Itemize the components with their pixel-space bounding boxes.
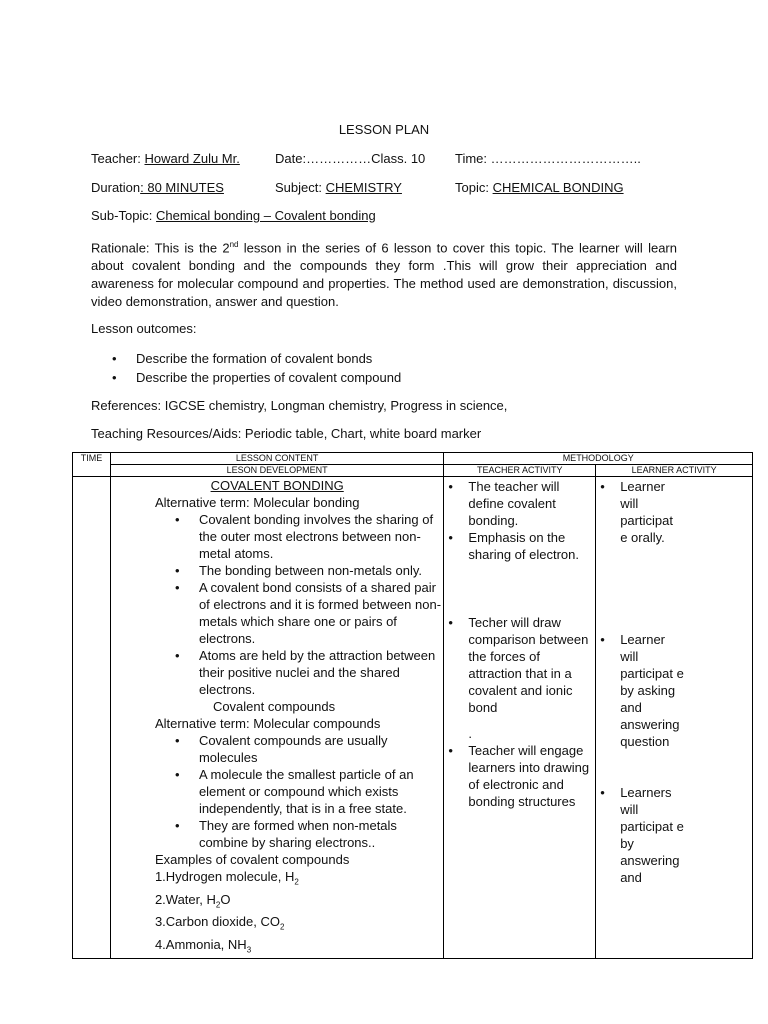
example-water: 2.Water, $H_2O$: [154, 891, 231, 910]
duration-value: : 80 MINUTES: [140, 180, 224, 195]
learner-activity-cell: [596, 477, 753, 959]
teacher-activity-cell: [444, 477, 596, 959]
date-dots: ……………: [306, 151, 372, 166]
list-item: • Learner will participat e orally.: [596, 478, 680, 546]
examples-label: Examples of covalent compounds: [154, 852, 350, 867]
header-lesson-content: LESSON CONTENT: [110, 453, 443, 465]
class-label: Class: [371, 151, 404, 166]
date-label: Date:: [275, 151, 307, 166]
bonding-bullet-list: [155, 511, 443, 698]
duration-line: [91, 180, 224, 195]
alternative-term-2: Alternative term: Molecular compounds: [154, 716, 381, 731]
example-ammonia: 4.Ammonia, $NH_3$: [154, 936, 252, 955]
list-item: • Describe the formation of covalent bonds: [112, 349, 401, 368]
header-methodology: METHODOLOGY: [444, 453, 753, 465]
resources-line: [91, 426, 481, 441]
section-heading: COVALENT BONDING: [210, 478, 344, 493]
list-item: • Techer will draw comparison between the forces of attraction that in a covalent and ionic bond: [444, 614, 595, 716]
subtopic-value: Chemical bonding – Covalent bonding: [156, 208, 376, 223]
header-learner-activity: LEARNER ACTIVITY: [596, 465, 753, 477]
stray-dot: .: [468, 726, 473, 741]
compound-bullet-list: [155, 732, 443, 851]
header-time: TIME: [73, 453, 111, 477]
topic-value: CHEMICAL BONDING: [492, 180, 624, 195]
subtopic-label: Sub-Topic:: [91, 208, 153, 223]
time-dots: ……………………………..: [490, 151, 641, 166]
example-hydrogen: 1.Hydrogen molecule, $H_2$: [154, 869, 299, 887]
list-item: • A covalent bond consists of a shared pair of electrons and it is formed between non-metals which share one or pairs of electrons.: [175, 579, 443, 647]
teacher-label: Teacher: [91, 151, 138, 166]
lesson-table: [72, 452, 753, 959]
page-title: LESSON PLAN: [338, 122, 430, 137]
subject-line: Subject: CHEMISTRY: [275, 180, 402, 195]
references-line: [91, 398, 507, 413]
outcomes-line: Lesson outcomes:: [91, 321, 197, 336]
resources-label: Teaching Resources/Aids: [91, 426, 238, 441]
rationale-text-b: lesson in the series of 6 lesson to cover this topic. The learner will learn about covalent bonding and the compounds they form .This will grow their appreciation and awareness for molecular compound and properties. The method used are demonstration, discussion, video demonstration, answer and question.: [91, 240, 677, 310]
list-item: • Learners will participat e by answering and: [596, 784, 684, 886]
time-line: [455, 151, 641, 166]
example-carbon-dioxide: 3.Carbon dioxide, $CO_2$: [154, 914, 285, 932]
content-cell: [110, 477, 443, 959]
time-cell: [73, 477, 111, 959]
references-label: References: [91, 398, 158, 413]
topic-line: Topic: CHEMICAL BONDING: [455, 180, 624, 195]
list-item: • Learner will participat e by asking and answering question: [596, 631, 684, 750]
references-value: : IGCSE chemistry, Longman chemistry, Progress in science,: [157, 398, 508, 413]
rationale-text-a: This is the 2: [149, 240, 230, 256]
subtopic-line: [91, 208, 376, 223]
list-item: • Covalent bonding involves the sharing of the outer most electrons between non-metal atoms.: [175, 511, 443, 562]
resources-value: : Periodic table, Chart, white board marker: [237, 426, 482, 441]
list-item: • Covalent compounds are usually molecules: [175, 732, 443, 766]
topic-label: Topic: [455, 180, 486, 195]
rationale-paragraph: [91, 236, 677, 311]
list-item: • The teacher will define covalent bonding.: [444, 478, 595, 529]
time-label: Time:: [455, 151, 488, 166]
subject-label: Subject: [275, 180, 319, 195]
alternative-term-1: Alternative term: Molecular bonding: [154, 495, 360, 510]
class-value: . 10: [403, 151, 426, 166]
date-class-line: [275, 151, 425, 166]
list-item: • They are formed when non-metals combine by sharing electrons..: [175, 817, 443, 851]
list-item: • A molecule the smallest particle of an element or compound which exists independently, that is in a free state.: [175, 766, 443, 817]
outcomes-list: [112, 349, 401, 387]
list-item: • The bonding between non-metals only.: [175, 562, 443, 579]
header-lesson-development: LESON DEVELOPMENT: [110, 465, 443, 477]
list-item: • Teacher will engage learners into drawing of electronic and bonding structures: [444, 742, 595, 810]
rationale-sup: nd: [229, 240, 239, 249]
rationale-label: Rationale:: [91, 240, 150, 256]
header-teacher-activity: TEACHER ACTIVITY: [444, 465, 596, 477]
duration-label: Duration: [91, 180, 141, 195]
outcomes-label: Lesson outcomes: [91, 321, 193, 336]
teacher-line: Teacher: Howard Zulu Mr.: [91, 151, 240, 166]
list-item: • Describe the properties of covalent compound: [112, 368, 401, 387]
section-heading-compounds: Covalent compounds: [212, 699, 336, 714]
list-item: • Emphasis on the sharing of electron.: [444, 529, 595, 563]
list-item: • Atoms are held by the attraction between their positive nuclei and the shared electrons.: [175, 647, 443, 698]
subject-value: CHEMISTRY: [325, 180, 402, 195]
teacher-value: Howard Zulu Mr.: [144, 151, 240, 166]
